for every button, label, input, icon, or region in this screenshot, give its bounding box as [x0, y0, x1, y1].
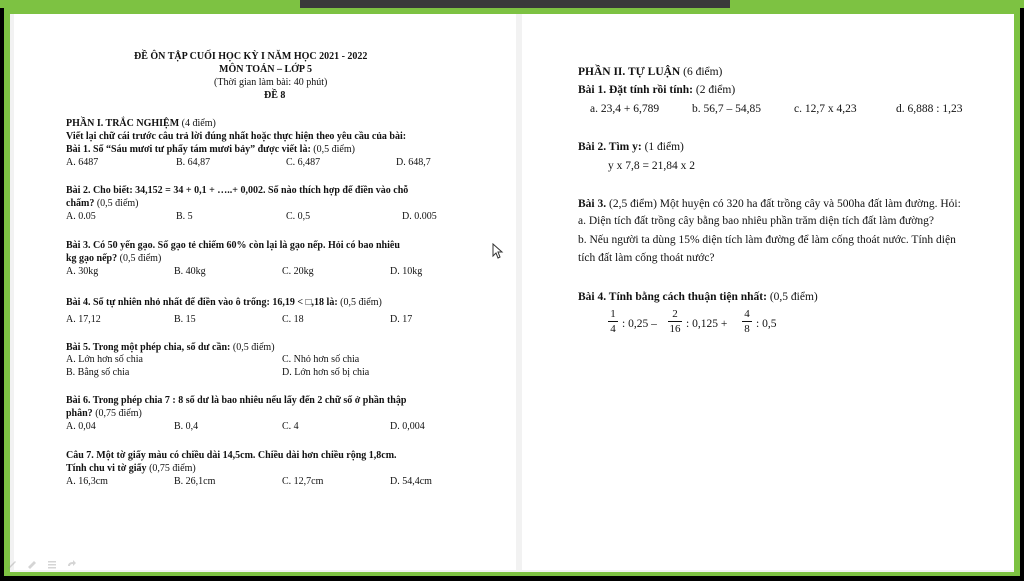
question-3-line1: Bài 3. Có 50 yến gạo. Số gạo tẻ chiếm 60% còn lại là gạo nếp. Hỏi có bao nhiêu: [66, 240, 400, 251]
q1-option-d: D. 648,7: [396, 157, 431, 168]
top-bar-segment: [730, 0, 1024, 8]
q4-option-b: B. 15: [174, 314, 196, 325]
presentation-toolbar: [6, 558, 78, 570]
q3-option-d: D. 10kg: [390, 266, 423, 277]
fraction-2: 2 16: [669, 308, 681, 335]
menu-icon[interactable]: [46, 558, 58, 570]
q2-option-b: B. 5: [176, 211, 193, 222]
document-page-left: [14, 14, 516, 570]
problem-4-heading: Bài 4. Tính bằng cách thuận tiện nhất: (0,5 điểm): [578, 291, 818, 303]
question-4: Bài 4. Số tự nhiên nhỏ nhất để điền vào ô trống: 16,19 < □,18 là: (0,5 điểm): [66, 297, 382, 308]
q6-option-b: B. 0,4: [174, 421, 199, 432]
q2-option-a: A. 0.05: [66, 211, 96, 222]
q7-option-d: D. 54,4cm: [390, 476, 432, 487]
q3-option-b: B. 40kg: [174, 266, 206, 277]
question-2-line2: chấm? (0,5 điểm): [66, 198, 139, 209]
expr-op-3: : 0,5: [756, 318, 777, 330]
q1-option-a: A. 6487: [66, 157, 99, 168]
top-bar: [0, 0, 1024, 8]
question-1: Bài 1. Số “Sáu mươi tư phẩy tám mươi bảy” được viết là: (0,5 điểm): [66, 144, 355, 155]
problem-2-heading: Bài 2. Tìm y: (1 điểm): [578, 141, 684, 153]
instruction: Viết lại chữ cái trước câu trả lời đúng nhất hoặc thực hiện theo yêu cầu của bài:: [66, 131, 407, 142]
part2-heading: PHẦN II. TỰ LUẬN (6 điểm): [578, 66, 723, 78]
question-3-line2: kg gạo nếp? (0,5 điểm): [66, 253, 162, 264]
q6-option-a: A. 0,04: [66, 421, 96, 432]
q5-option-a: A. Lớn hơn số chia: [66, 354, 143, 365]
q2-option-d: D. 0.005: [402, 211, 437, 222]
problem-1-a: a. 23,4 + 6,789: [590, 103, 660, 115]
exam-title: ĐỀ ÔN TẬP CUỐI HỌC KỲ I NĂM HỌC 2021 - 2022: [134, 51, 368, 62]
question-5: Bài 5. Trong một phép chia, số dư cần: (0,5 điểm): [66, 342, 275, 353]
problem-3-a: a. Diện tích đất trồng cây bằng bao nhiêu phần trăm diện tích đất làm đường?: [578, 215, 934, 227]
question-6-line2: phân? (0,75 điểm): [66, 408, 142, 419]
question-7-line1: Câu 7. Một tờ giấy màu có chiều dài 14,5cm. Chiều dài hơn chiều rộng 1,8cm.: [66, 450, 397, 461]
problem-1-heading: Bài 1. Đặt tính rồi tính: (2 điểm): [578, 84, 736, 96]
q3-option-c: C. 20kg: [282, 266, 314, 277]
expr-op-1: : 0,25 –: [622, 318, 657, 330]
problem-1-c: c. 12,7 x 4,23: [794, 103, 857, 115]
q3-option-a: A. 30kg: [66, 266, 99, 277]
fraction-3: 4 8: [742, 308, 752, 335]
q1-option-b: B. 64,87: [176, 157, 211, 168]
q6-option-c: C. 4: [282, 421, 299, 432]
mouse-cursor-icon: [492, 243, 504, 259]
q5-option-d: D. Lớn hơn số bị chia: [282, 367, 370, 378]
problem-2-equation: y x 7,8 = 21,84 x 2: [608, 160, 695, 172]
part1-heading: PHẦN I. TRẮC NGHIỆM (4 điểm): [66, 118, 216, 129]
question-6-line1: Bài 6. Trong phép chia 7 : 8 số dư là bao nhiêu nếu lấy đến 2 chữ số ở phần thập: [66, 395, 407, 406]
problem-1-b: b. 56,7 – 54,85: [692, 103, 761, 115]
pen-icon[interactable]: [6, 558, 18, 570]
q5-option-c: C. Nhỏ hơn số chia: [282, 354, 360, 365]
fraction-1: 1 4: [608, 308, 618, 335]
question-2-line1: Bài 2. Cho biết: 34,152 = 34 + 0,1 + …..+ 0,002. Số nào thích hợp để điền vào chỗ: [66, 185, 409, 196]
q7-option-b: B. 26,1cm: [174, 476, 216, 487]
problem-3-b-line1: b. Nếu người ta dùng 15% diện tích làm đường để làm cống thoát nước. Tính diện: [578, 234, 956, 246]
exam-time: (Thời gian làm bài: 40 phút): [214, 77, 328, 88]
question-7-line2: Tính chu vi tờ giấy (0,75 điểm): [66, 463, 196, 474]
problem-1-d: d. 6,888 : 1,23: [896, 103, 963, 115]
redo-icon[interactable]: [66, 558, 78, 570]
expr-op-2: : 0,125 +: [686, 318, 728, 330]
q1-option-c: C. 6,487: [286, 157, 321, 168]
top-bar-segment: [0, 0, 300, 8]
problem-3-b-line2: tích đất làm cống thoát nước?: [578, 252, 715, 264]
highlighter-icon[interactable]: [26, 558, 38, 570]
q4-option-a: A. 17,12: [66, 314, 101, 325]
q2-option-c: C. 0,5: [286, 211, 311, 222]
q6-option-d: D. 0,004: [390, 421, 425, 432]
q4-option-c: C. 18: [282, 314, 304, 325]
problem-3-heading: Bài 3. (2,5 điểm) Một huyện có 320 ha đất trồng cây và 500ha đất làm đường. Hỏi:: [578, 198, 961, 210]
exam-number: ĐỀ 8: [264, 90, 286, 101]
q7-option-a: A. 16,3cm: [66, 476, 108, 487]
q5-option-b: B. Bằng số chia: [66, 367, 130, 378]
q7-option-c: C. 12,7cm: [282, 476, 324, 487]
q4-option-d: D. 17: [390, 314, 413, 325]
exam-subject: MÔN TOÁN – LỚP 5: [219, 64, 312, 75]
document-page-right: [522, 14, 1014, 570]
